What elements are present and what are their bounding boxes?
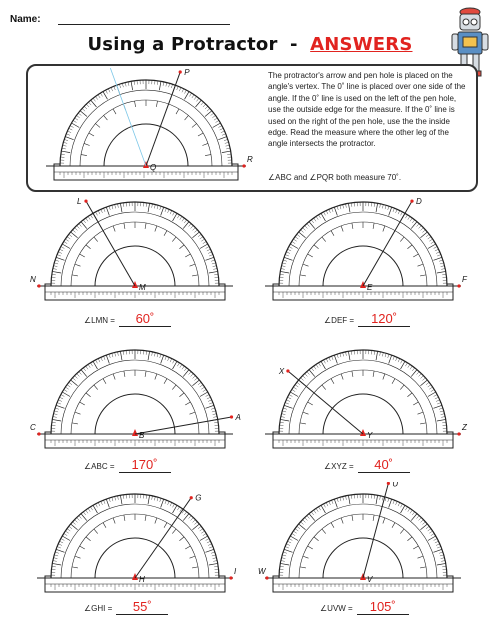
arm-end-dot bbox=[179, 70, 182, 73]
answer-row-ghi bbox=[84, 599, 168, 615]
baseline-end-dot bbox=[457, 284, 460, 287]
answer-row-xyz bbox=[324, 457, 410, 473]
answer-label: ∠GHI = bbox=[84, 604, 113, 613]
point-label: X bbox=[278, 367, 285, 377]
title-main: Using a Protractor bbox=[87, 34, 278, 55]
point-label: U bbox=[392, 482, 399, 489]
point-label: P bbox=[184, 68, 190, 78]
protractor-def bbox=[258, 190, 468, 302]
baseline-end-dot bbox=[229, 576, 232, 579]
protractor-abc bbox=[30, 338, 248, 450]
point-label: D bbox=[416, 197, 422, 207]
instructions-note: ∠ABC and ∠PQR both measure 70˚. bbox=[268, 173, 402, 182]
point-label: L bbox=[77, 197, 82, 207]
title-answers: ANSWERS bbox=[310, 34, 413, 55]
baseline-end-dot bbox=[242, 164, 245, 167]
arm-end-dot bbox=[410, 200, 413, 203]
answer-label: ∠DEF = bbox=[324, 316, 355, 325]
answer-row-def bbox=[324, 311, 410, 327]
name-label: Name: bbox=[10, 14, 41, 25]
answer-value[interactable]: 55˚ bbox=[116, 599, 168, 615]
vertex-label: H bbox=[139, 575, 145, 584]
name-field[interactable] bbox=[58, 24, 230, 25]
answer-label: ∠LMN = bbox=[84, 316, 115, 325]
baseline-end-dot bbox=[37, 432, 40, 435]
protractor-uvw bbox=[258, 482, 468, 594]
point-label: I bbox=[234, 567, 237, 576]
answer-value[interactable]: 40˚ bbox=[358, 457, 410, 473]
vertex-label: Q bbox=[150, 163, 157, 172]
answer-value[interactable]: 170˚ bbox=[119, 457, 171, 473]
arm-end-dot bbox=[286, 369, 289, 372]
arm-end-dot bbox=[84, 200, 87, 203]
example-protractor bbox=[30, 68, 266, 184]
answer-row-abc bbox=[84, 457, 171, 473]
baseline-end-dot bbox=[37, 284, 40, 287]
point-label: Z bbox=[462, 423, 467, 432]
answer-value[interactable]: 60˚ bbox=[119, 311, 171, 327]
arm-end-dot bbox=[230, 415, 233, 418]
vertex-label: E bbox=[367, 283, 373, 292]
page-title bbox=[0, 34, 500, 55]
answer-value[interactable]: 105˚ bbox=[357, 599, 409, 615]
point-label: N bbox=[30, 275, 36, 284]
vertex-label: M bbox=[139, 283, 146, 292]
point-label: A bbox=[235, 412, 241, 422]
answer-label: ∠XYZ = bbox=[324, 462, 354, 471]
answer-label: ∠UVW = bbox=[320, 604, 353, 613]
baseline-end-dot bbox=[457, 432, 460, 435]
answer-row-lmn bbox=[84, 311, 171, 327]
vertex-label: Y bbox=[367, 431, 373, 440]
point-label: C bbox=[30, 423, 36, 432]
baseline-end-dot bbox=[265, 576, 268, 579]
protractor-ghi bbox=[30, 482, 240, 594]
point-label: G bbox=[195, 493, 202, 503]
arm-end-dot bbox=[190, 496, 193, 499]
answer-value[interactable]: 120˚ bbox=[358, 311, 410, 327]
answer-row-uvw bbox=[320, 599, 409, 615]
arm-end-dot bbox=[387, 482, 390, 485]
point-label: R bbox=[247, 155, 253, 164]
instructions-text: The protractor's arrow and pen hole is placed on the angle's vertex. The 0˚ line is placed over one side of the angle. If the 0˚ line is used on the left of the pen hole, use the outside edge for the measure. If the 0˚ line is used on the right of the pen hole, use the the inside edge. Read the measure where the other leg of the angle intersects the protractor. bbox=[268, 71, 466, 149]
point-label: W bbox=[258, 567, 266, 576]
point-label: F bbox=[462, 275, 467, 284]
title-dash: - bbox=[290, 34, 298, 55]
vertex-label: B bbox=[139, 431, 145, 440]
protractor-lmn bbox=[30, 190, 240, 302]
vertex-label: V bbox=[367, 575, 373, 584]
answer-label: ∠ABC = bbox=[84, 462, 115, 471]
protractor-xyz bbox=[258, 338, 468, 450]
